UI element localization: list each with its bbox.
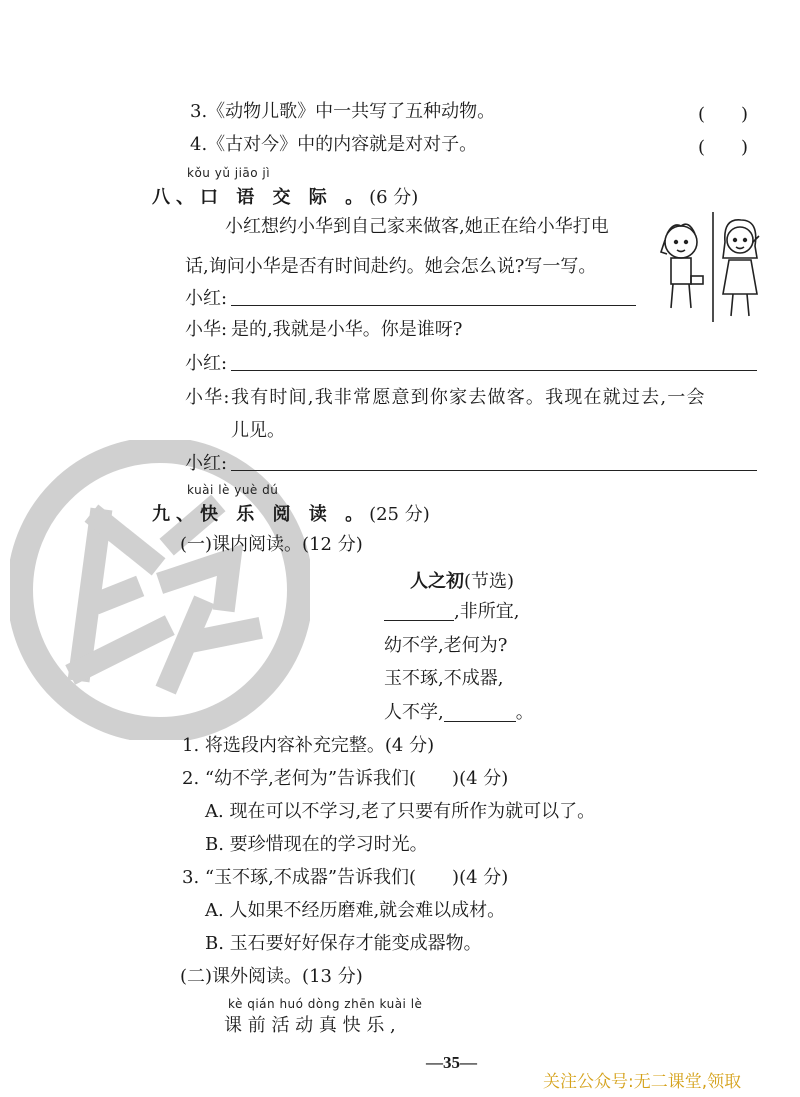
- page-number: —35—: [426, 1053, 477, 1072]
- section8-heading: [152, 183, 418, 209]
- section9-heading: [152, 500, 430, 526]
- poem-line-4-text: 人不学,: [384, 702, 444, 723]
- dialogue-speaker-1: 小红:: [185, 288, 228, 309]
- section8-intro-line1: 小红想约小华到自己家来做客,她正在给小华打电: [225, 216, 609, 237]
- judgement-item-3: 3.《动物儿歌》中一共写了五种动物。: [190, 101, 496, 122]
- poem-line-1-text: ,非所宜,: [454, 601, 520, 622]
- question-1: 1. 将选段内容补充完整。(4 分): [182, 735, 435, 756]
- section8-intro-line2: 话,询问小华是否有时间赴约。她会怎么说?写一写。: [185, 256, 597, 277]
- section8-pinyin: kǒu yǔ jiāo jì: [187, 166, 271, 180]
- question-2-option-b: B. 要珍惜现在的学习时光。: [205, 834, 428, 855]
- poem-line-1: [384, 600, 519, 624]
- dialogue-speaker-3: 小红:: [185, 353, 228, 374]
- section8-heading-text: 八、口 语 交 际 。: [152, 187, 370, 208]
- poem-blank-1[interactable]: [384, 602, 454, 621]
- dialogue-text-5: 儿见。: [231, 420, 285, 441]
- judgement-answer-blank-4[interactable]: ( ): [698, 137, 749, 158]
- dialogue-text-2: 是的,我就是小华。你是谁呀?: [231, 319, 463, 340]
- poem-line-3: 玉不琢,不成器,: [384, 668, 504, 689]
- poem-note: (节选): [464, 571, 515, 592]
- dialogue-speaker-4: 小华:: [185, 387, 231, 408]
- poem-line-4-end: 。: [515, 702, 534, 723]
- question-2: 2. “幼不学,老何为”告诉我们( )(4 分): [182, 768, 509, 789]
- answer-line-3[interactable]: [231, 470, 757, 471]
- children-on-phone-illustration: [653, 212, 763, 322]
- question-2-option-a: A. 现在可以不学习,老了只要有所作为就可以了。: [205, 801, 596, 822]
- part2-label: (二)课外阅读。(13 分): [180, 966, 363, 987]
- section9-score: (25 分): [369, 504, 430, 525]
- poem-line-2: 幼不学,老何为?: [384, 635, 508, 656]
- poem-title: 人之初: [410, 571, 464, 592]
- dialogue-text-4: 我有时间,我非常愿意到你家去做客。我现在就过去,一会: [231, 387, 706, 408]
- section9-heading-text: 九、快 乐 阅 读 。: [152, 504, 370, 525]
- question-3: 3. “玉不琢,不成器”告诉我们( )(4 分): [182, 867, 509, 888]
- dialogue-speaker-6: 小红:: [185, 453, 228, 474]
- footer-note: 关注公众号:无二课堂,领取: [543, 1072, 742, 1092]
- section8-score: (6 分): [369, 187, 419, 208]
- poem-blank-2[interactable]: [444, 703, 516, 722]
- answer-line-2[interactable]: [231, 370, 757, 371]
- dialogue-speaker-2: 小华:: [185, 319, 228, 340]
- judgement-item-4: 4.《古对今》中的内容就是对对子。: [190, 134, 478, 155]
- section9-pinyin: kuài lè yuè dú: [187, 483, 279, 497]
- part2-text: 课 前 活 动 真 快 乐 ,: [224, 1015, 396, 1036]
- poem-title-row: [410, 567, 514, 594]
- part2-pinyin: kè qián huó dòng zhēn kuài lè: [228, 997, 423, 1011]
- answer-line-1[interactable]: [231, 305, 636, 306]
- poem-line-4: [384, 701, 534, 725]
- question-3-option-a: A. 人如果不经历磨难,就会难以成材。: [205, 900, 506, 921]
- question-3-option-b: B. 玉石要好好保存才能变成器物。: [205, 933, 482, 954]
- part1-label: (一)课内阅读。(12 分): [180, 534, 363, 555]
- judgement-answer-blank-3[interactable]: ( ): [698, 104, 749, 125]
